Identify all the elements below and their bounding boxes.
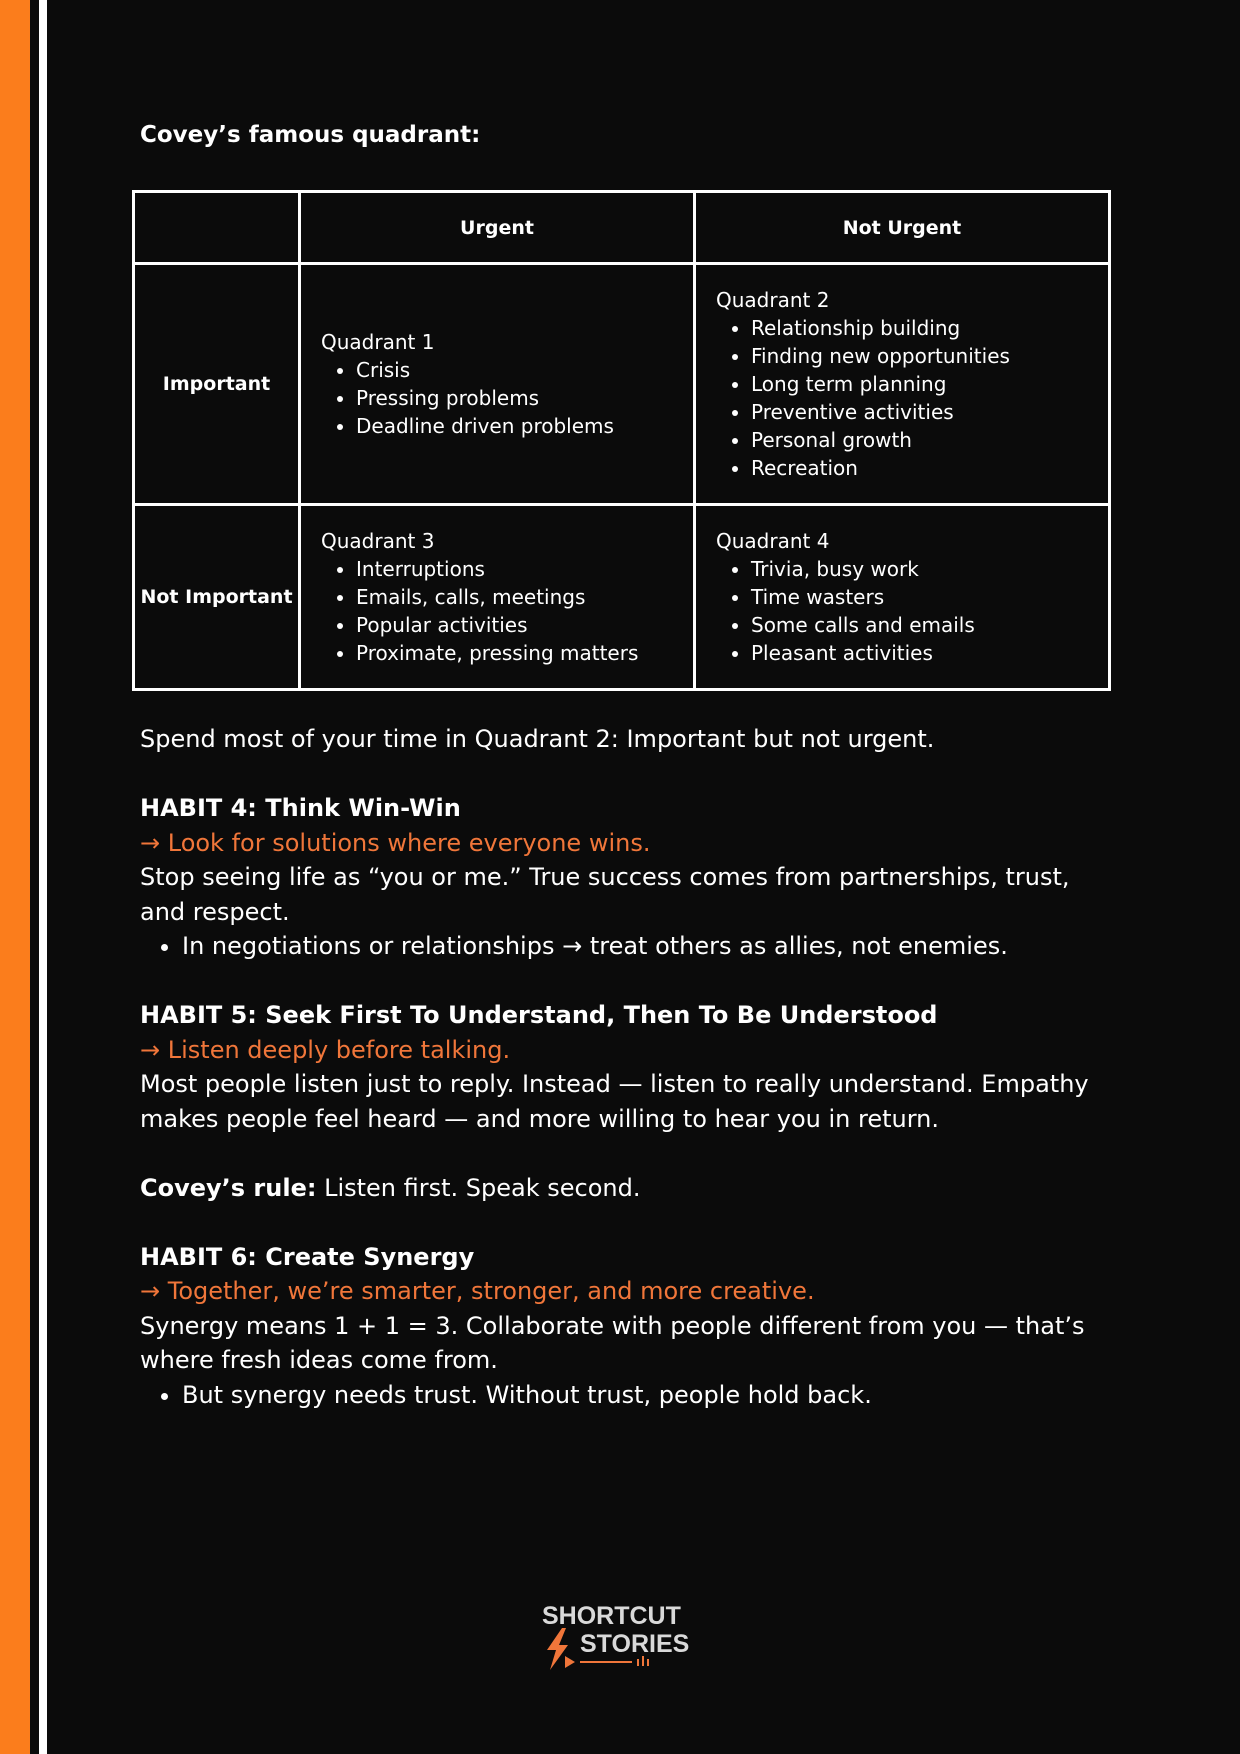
habit-4-title: HABIT 4: Think Win-Win <box>140 794 461 822</box>
list-item: • Interruptions <box>356 555 673 583</box>
quadrant-4-title: Quadrant 4 <box>716 529 830 553</box>
row-header-important: Important <box>134 264 300 505</box>
list-item: • But synergy needs trust. Without trust, people hold back. <box>182 1378 1120 1413</box>
quadrant-4-list <box>716 555 1088 667</box>
quadrant-2-cell <box>695 264 1110 505</box>
row-header-not-important: Not Important <box>134 505 300 690</box>
shortcut-stories-logo <box>540 1600 704 1672</box>
list-item: • Recreation <box>751 454 1088 482</box>
habit-4-bullets <box>140 929 1120 964</box>
covey-rule-label: Covey’s rule: <box>140 1173 317 1202</box>
habit-4-body: Stop seeing life as “you or me.” True success comes from partnerships, trust, and respect. <box>140 863 1070 926</box>
logo-line-2: STORIES <box>580 1630 690 1658</box>
col-header-not-urgent: Not Urgent <box>695 192 1110 264</box>
list-item: • Relationship building <box>751 314 1088 342</box>
quadrant-1-cell <box>300 264 695 505</box>
table-row-important <box>134 264 1110 505</box>
quadrant-1-title: Quadrant 1 <box>321 330 435 354</box>
covey-quadrant-table <box>132 190 1111 691</box>
quadrant-summary: Spend most of your time in Quadrant 2: Important but not urgent. <box>140 725 935 753</box>
quadrant-4-cell <box>695 505 1110 690</box>
habit-6-title: HABIT 6: Create Synergy <box>140 1242 475 1271</box>
quadrant-1-list <box>321 356 673 440</box>
spacer <box>140 1205 1120 1240</box>
logo-line-1: SHORTCUT <box>542 1602 681 1630</box>
body-text <box>140 722 1120 1412</box>
quadrant-3-list <box>321 555 673 667</box>
list-item: • Proximate, pressing matters <box>356 639 673 667</box>
covey-rule-text: Listen first. Speak second. <box>316 1173 641 1202</box>
quadrant-3-title: Quadrant 3 <box>321 529 435 553</box>
list-item: • Popular activities <box>356 611 673 639</box>
list-item: • Deadline driven problems <box>356 412 673 440</box>
list-item: • Trivia, busy work <box>751 555 1088 583</box>
lightning-play-icon <box>547 1628 575 1670</box>
table-row-not-important <box>134 505 1110 690</box>
habit-5-tagline: → Listen deeply before talking. <box>140 1035 511 1064</box>
habit-6-bullets <box>140 1378 1120 1413</box>
quadrant-3-cell <box>300 505 695 690</box>
quadrant-heading: Covey’s famous quadrant: <box>140 122 481 148</box>
list-item: • Long term planning <box>751 370 1088 398</box>
covey-rule <box>140 1171 1120 1206</box>
spacer <box>140 964 1120 999</box>
spacer <box>140 757 1120 792</box>
list-item: • Some calls and emails <box>751 611 1088 639</box>
table-header-row <box>134 192 1110 264</box>
quadrant-2-list <box>716 314 1088 482</box>
habit-5-body: Most people listen just to reply. Instead — listen to really understand. Empathy makes people feel heard — and more willing to hear you in return. <box>140 1070 1089 1133</box>
col-header-urgent: Urgent <box>300 192 695 264</box>
left-orange-stripe <box>0 0 30 1754</box>
quadrant-2-title: Quadrant 2 <box>716 288 830 312</box>
list-item: • Personal growth <box>751 426 1088 454</box>
list-item: • Preventive activities <box>751 398 1088 426</box>
list-item: • Crisis <box>356 356 673 384</box>
habit-5-title: HABIT 5: Seek First To Understand, Then To Be Understood <box>140 1001 938 1029</box>
list-item: • Time wasters <box>751 583 1088 611</box>
list-item: • Pleasant activities <box>751 639 1088 667</box>
list-item: • Pressing problems <box>356 384 673 412</box>
left-white-stripe <box>39 0 47 1754</box>
list-item: • In negotiations or relationships → treat others as allies, not enemies. <box>182 929 1120 964</box>
list-item: • Finding new opportunities <box>751 342 1088 370</box>
habit-6-tagline: → Together, we’re smarter, stronger, and more creative. <box>140 1277 815 1305</box>
corner-cell <box>134 192 300 264</box>
spacer <box>140 1136 1120 1171</box>
habit-6-body: Synergy means 1 + 1 = 3. Collaborate with people different from you — that’s where fresh ideas come from. <box>140 1311 1085 1374</box>
list-item: • Emails, calls, meetings <box>356 583 673 611</box>
habit-4-tagline: → Look for solutions where everyone wins. <box>140 828 651 857</box>
